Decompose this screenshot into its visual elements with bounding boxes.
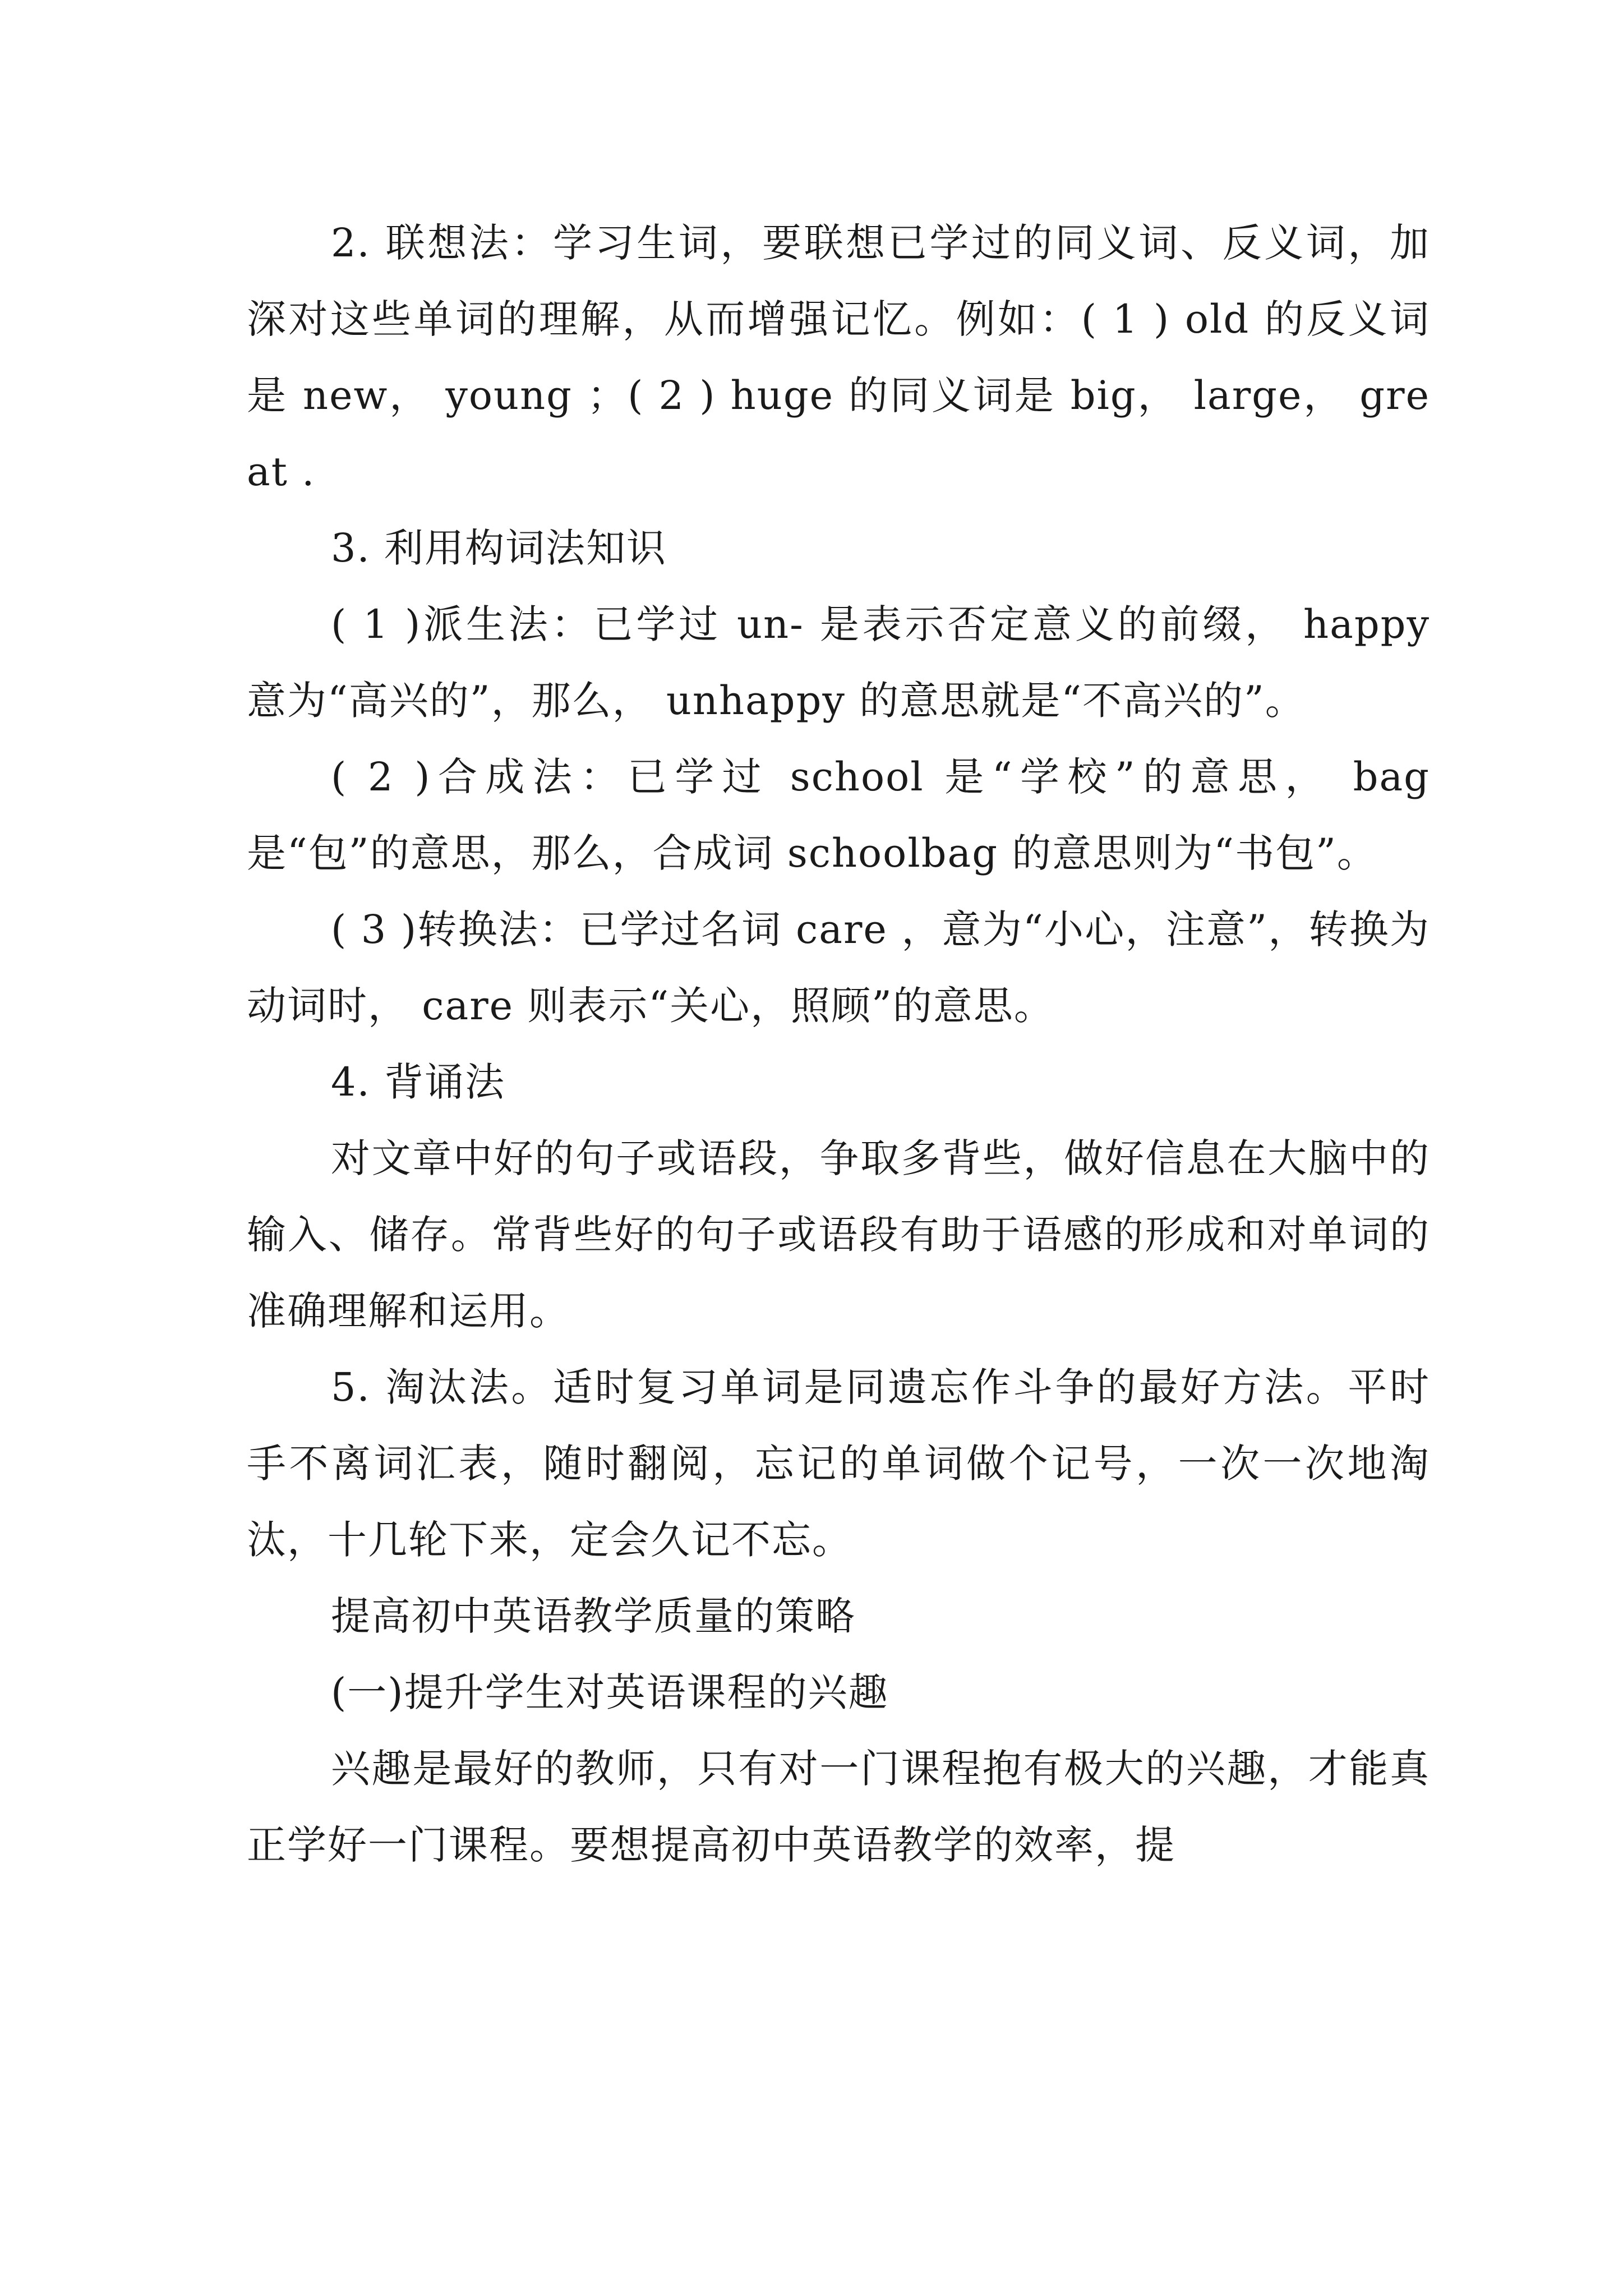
paragraph-elimination: 5. 淘汰法。适时复习单词是同遗忘作斗争的最好方法。平时手不离词汇表，随时翻阅，忘记的单词做个记号，一次一次地淘汰，十几轮下来，定会久记不忘。 xyxy=(247,1364,1430,1563)
document-body xyxy=(247,205,1430,1883)
paragraph-association-method: 2. 联想法：学习生词，要联想已学过的同义词、反义词，加深对这些单词的理解，从而增强记忆。例如：( 1 ) old 的反义词是 new， young ；( 2 ) huge 的同义词是 big， large， great . xyxy=(247,220,1430,495)
paragraph-recitation: 对文章中好的句子或语段，争取多背些，做好信息在大脑中的输入、储存。常背些好的句子或语段有助于语感的形成和对单词的准确理解和运用。 xyxy=(247,1135,1430,1334)
paragraph-word-formation-heading: 3. 利用构词法知识 xyxy=(331,525,667,571)
paragraph-interest: 兴趣是最好的教师，只有对一门课程抱有极大的兴趣，才能真正学好一门课程。要想提高初中英语教学的效率，提 xyxy=(247,1746,1430,1868)
paragraph-conversion: ( 3 )转换法：已学过名词 care ，意为“小心，注意”，转换为动词时， care 则表示“关心，照顾”的意思。 xyxy=(247,907,1430,1029)
paragraph-recitation-heading: 4. 背诵法 xyxy=(331,1059,506,1105)
section-title: 提高初中英语教学质量的策略 xyxy=(331,1593,856,1639)
subsection-title: (一)提升学生对英语课程的兴趣 xyxy=(331,1669,889,1715)
paragraph-derivation: ( 1 )派生法：已学过 un- 是表示否定意义的前缀， happy 意为“高兴的”，那么， unhappy 的意思就是“不高兴的”。 xyxy=(247,601,1430,724)
paragraph-compounding: ( 2 )合成法：已学过 school 是“学校”的意思， bag 是“包”的意思，那么，合成词 schoolbag 的意思则为“书包”。 xyxy=(247,754,1430,876)
